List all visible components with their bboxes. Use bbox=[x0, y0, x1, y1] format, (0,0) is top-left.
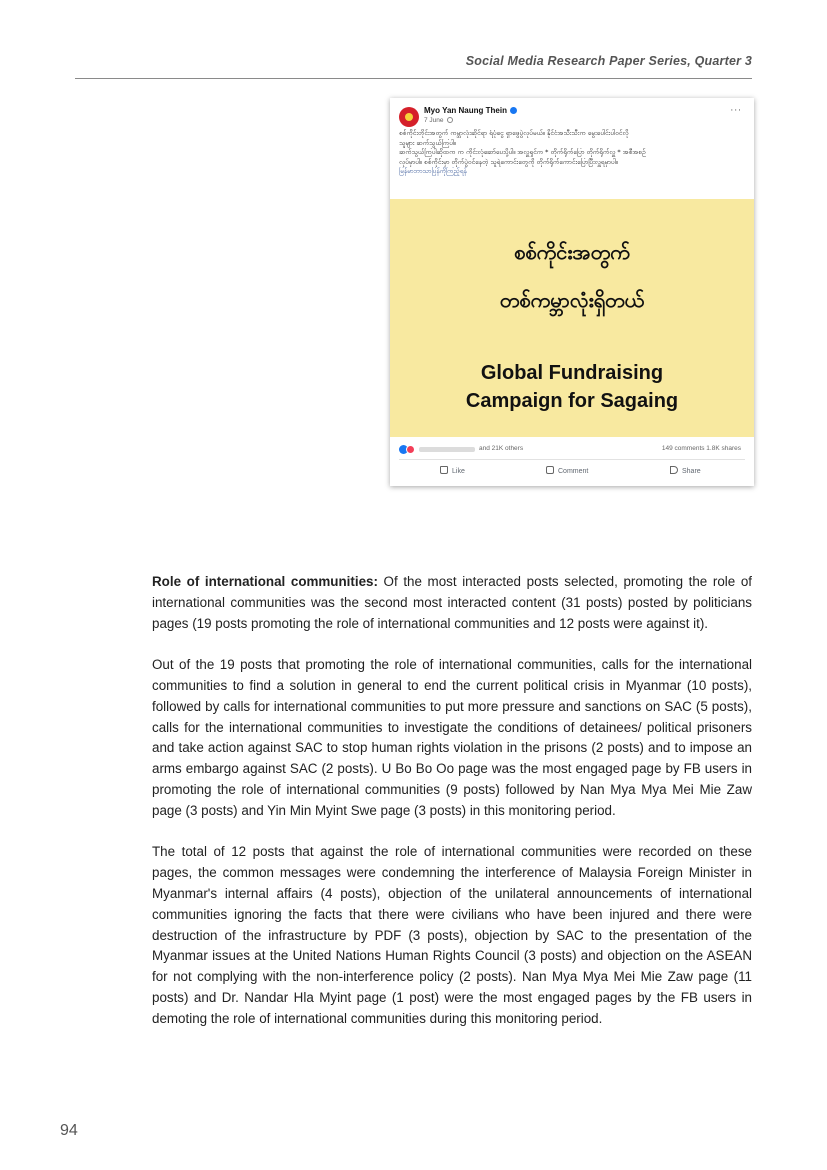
reactions-bar bbox=[399, 443, 745, 457]
actions-divider bbox=[399, 459, 745, 460]
post-author: Myo Yan Naung Thein bbox=[424, 106, 517, 115]
like-action: Like bbox=[440, 466, 465, 475]
banner-english-line2: Campaign for Sagaing bbox=[465, 390, 679, 412]
banner-english bbox=[390, 359, 754, 415]
post-text-line: စစ်ကိုင်းတိုင်းအတွက် ကမ္ဘာလုံးဆိုင်ရာ ရံပုံငွေ ရှာဖွေပွဲလုပ်မယ်။ နိုင်ငံအသီးသီးက မွေးပေါင်းပါဝင်လို bbox=[399, 129, 629, 137]
page-header-title: Social Media Research Paper Series, Quarter 3 bbox=[465, 54, 752, 68]
verified-icon bbox=[510, 107, 517, 114]
post-stats: 149 comments 1.8K shares bbox=[661, 445, 741, 452]
post-date: 7 June bbox=[424, 117, 453, 124]
post-text bbox=[399, 129, 745, 177]
post-actions bbox=[390, 464, 754, 482]
paragraph-3: The total of 12 posts that against the role of international communities were recorded on these pages, the common messages were condemning the interference of Malaysia Foreign Minister in Myanmar's internal affairs (4 posts), objection of the unilateral announcements of international communities ignoring the facts that there were civilians who have been injured and there were destruction of the infrastructure by PDF (3 posts), objection by SAC to the presentation of the Myanmar issues at the United Nations Human Rights Council (3 posts) and objection on the ASEAN for not complying with the non-interference policy (2 posts). Nan Mya Mya Mei Mie Zaw page (11 posts) and Dr. Nandar Hla Myint page (1 post) were the most engaged pages by the FB users in demoting the role of international communities during this monitoring period. bbox=[152, 844, 752, 1026]
paragraph-lead: Role of international communities: bbox=[152, 574, 378, 589]
comment-action: Comment bbox=[546, 466, 588, 475]
love-reaction-icon bbox=[406, 445, 415, 454]
share-icon bbox=[670, 466, 678, 474]
paragraph-1 bbox=[152, 572, 752, 634]
share-action: Share bbox=[670, 466, 701, 475]
more-options-icon: ··· bbox=[730, 106, 742, 116]
body-text bbox=[152, 572, 752, 1050]
header-rule bbox=[75, 78, 752, 79]
paragraph-2: Out of the 19 posts that promoting the role of international communities, calls for the international communities to find a solution in general to end the current political crisis in Myanmar (10 posts), followed by calls for international communities to put more pressure and sanctions on SAC (5 posts), calls for the international communities to investigate the conditions of detainees/ political prisoners and take action against SAC to stop human rights violation in the prisons (2 posts) and to impose an arms embargo against SAC (2 posts). U Bo Bo Oo page was the most engaged page by FB users in promoting the role of international communities (9 posts) followed by Nan Mya Mya Mei Mie Zaw page (3 posts) and Yin Min Myint Swe page (3 posts) in this monitoring period. bbox=[152, 657, 752, 818]
post-text-line: ဆက်သွယ်ကြပါဆိုထက က ကိုင်းလုံဆော်ပေးပို့ပါ။ အလှူရှင်က * တိုက်ရိုက်ပြော တိုက်ရိုက်လှူ * အစီအစဉ် bbox=[399, 148, 646, 156]
banner-english-line1: Global Fundraising bbox=[480, 362, 664, 384]
reactions-others: and 21K others bbox=[479, 445, 524, 452]
paragraph-1-text: Of the most interacted posts selected, promoting the role of international communities was the second most interacted content (31 posts) posted by politicians pages (19 posts promoting the role of international communities and 12 posts were against it). bbox=[152, 574, 752, 631]
see-translation-link: မြန်မာဘာသာပြန်ကိုကြည့်ရန် bbox=[399, 167, 467, 175]
comment-icon bbox=[546, 466, 554, 474]
banner-myanmar-line2: တစ်ကမ္ဘာလုံးရှိတယ် bbox=[499, 288, 645, 312]
page-number: 94 bbox=[60, 1122, 78, 1139]
facebook-post-screenshot bbox=[390, 98, 754, 486]
blurred-names bbox=[419, 447, 475, 452]
thumbs-up-icon bbox=[440, 466, 448, 474]
banner-myanmar-line1: စစ်ကိုင်းအတွက် bbox=[514, 240, 630, 264]
post-text-line: လုပ်မှာပါ။ စစ်ကိုင်းမှာ တိုက်ပွဲဝင်နေတဲ့ သူရဲကောင်းတွေကို တိုက်ရိုက်ကောင်းပြောပြီးလှူရမှာပါ။ bbox=[399, 157, 618, 166]
post-banner-image bbox=[390, 199, 754, 437]
post-text-line: သူများ ဆက်သွယ်ကြပါ။ bbox=[399, 138, 456, 147]
globe-icon bbox=[447, 117, 453, 123]
avatar bbox=[399, 107, 419, 127]
